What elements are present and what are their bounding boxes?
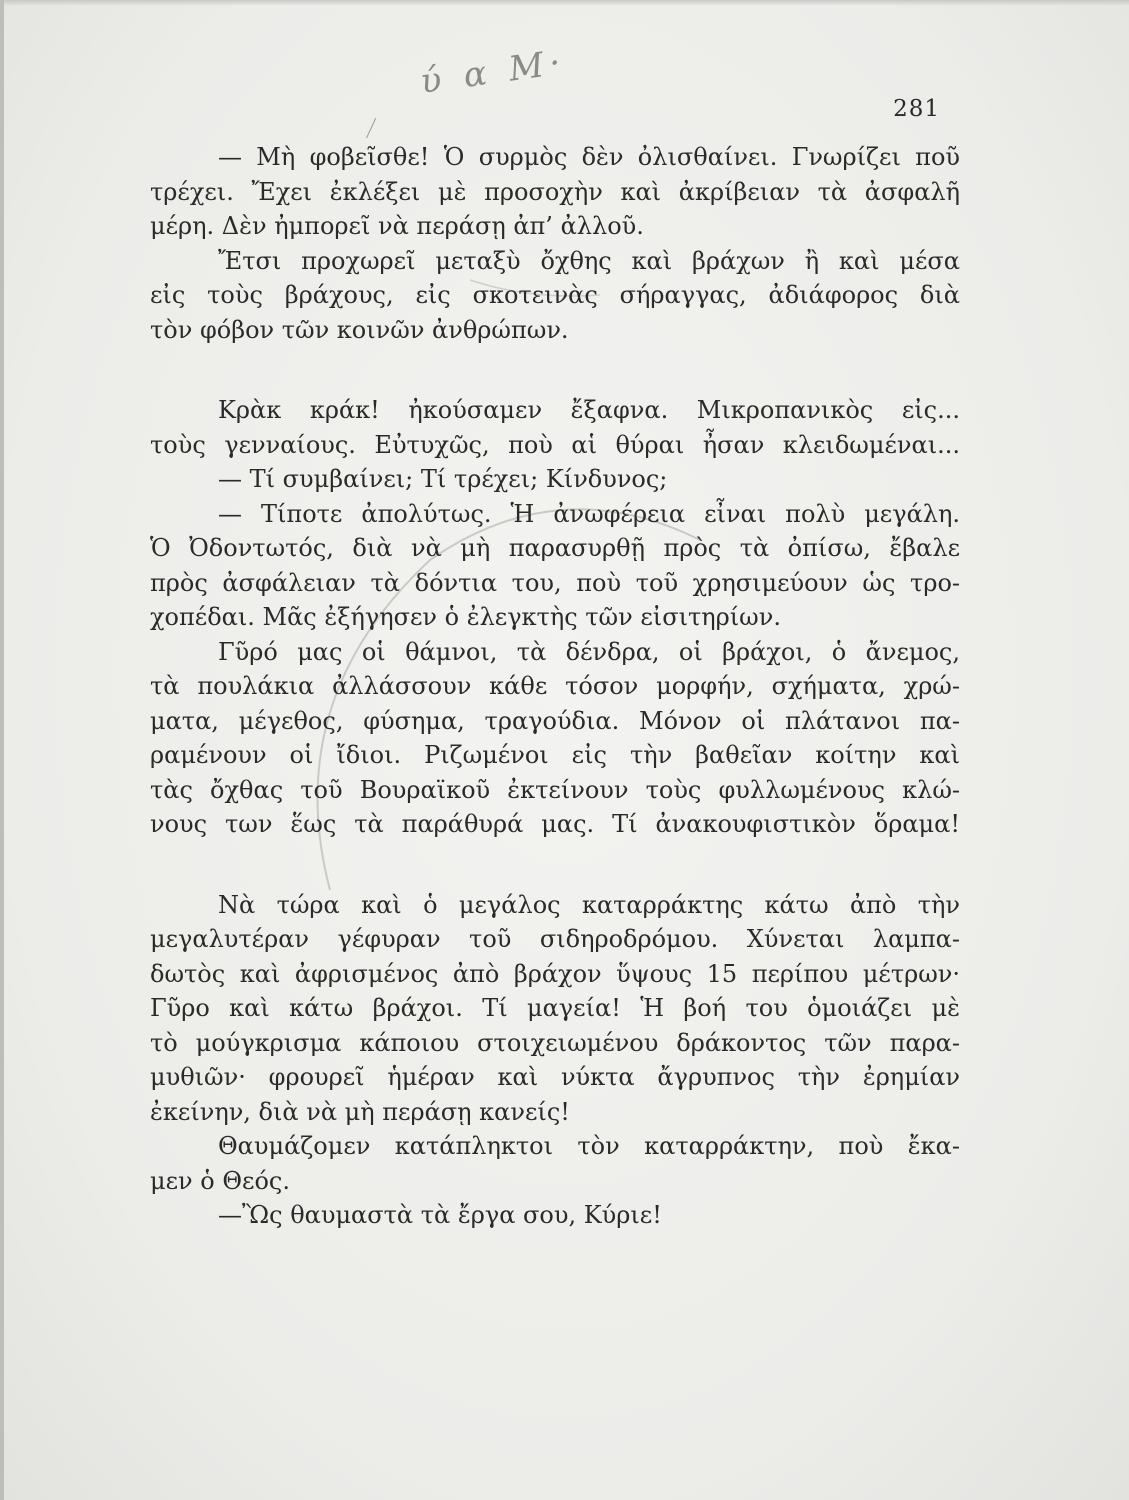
body-text [150,140,960,1233]
text-line: Γῦρό μας οἱ θάμνοι, τὰ δένδρα, οἱ βράχοι, ὁ ἄνεμος, [218,637,960,666]
text-line: Ὁ Ὀδοντωτός, διὰ νὰ μὴ παρασυρθῇ πρὸς τὰ ὀπίσω, ἔβαλε [150,534,960,562]
text-line: δωτὸς καὶ ἀφρισμένος ἀπὸ βράχον ὕψους 15 περίπου μέτρων· [150,959,960,988]
page-left-edge [0,0,4,1500]
text-line: μυθιῶν· φρουρεῖ ἡμέραν καὶ νύκτα ἄγρυπνος τὴν ἐρημίαν [150,1063,960,1091]
text-line: Γῦρο καὶ κάτω βράχοι. Τί μαγεία! Ἡ βοή του ὁμοιάζει μὲ [150,994,960,1022]
text-line: τοὺς γενναίους. Εὐτυχῶς, ποὺ αἱ θύραι ἦσαν κλειδωμέναι... [150,430,960,459]
text-line: Κρὰκ κράκ! ἠκούσαμεν ἔξαφνα. Μικροπανικὸς εἰς... [218,396,960,424]
text-line: νους των ἕως τὰ παράθυρά μας. Τί ἀνακουφιστικὸν ὅραμα! [150,810,960,838]
text-line: εἰς τοὺς βράχους, εἰς σκοτεινὰς σήραγγας, ἀδιάφορος διὰ [150,281,960,309]
text-line: ἐκείνην, διὰ νὰ μὴ περάσῃ κανείς! [150,1097,570,1126]
text-line: Θαυμάζομεν κατάπληκτοι τὸν καταρράκτην, ποὺ ἔκα- [218,1132,960,1160]
text-line: τὰ πουλάκια ἀλλάσσουν κάθε τόσον μορφήν, σχήματα, χρώ- [150,672,960,700]
page-top-shadow [0,0,1129,6]
text-line: τὸν φόβον τῶν κοινῶν ἀνθρώπων. [150,315,569,344]
text-line: πρὸς ἀσφάλειαν τὰ δόντια του, ποὺ τοῦ χρησιμεύουν ὡς τρο- [150,568,960,597]
handwritten-pencil-note: ύ α Μ· [417,41,569,103]
text-line: — Τί συμβαίνει; Τί τρέχει; Κίνδυνος; [218,465,668,493]
text-line: ματα, μέγεθος, φύσημα, τραγούδια. Μόνον οἱ πλάτανοι πα- [150,706,960,735]
text-line: μεγαλυτέραν γέφυραν τοῦ σιδηροδρόμου. Χύνεται λαμπα- [150,925,960,953]
text-line: τὸ μούγκρισμα κάποιου στοιχειωμένου δράκοντος τῶν παρα- [150,1028,960,1057]
page-number: 281 [893,96,940,122]
text-line: Νὰ τώρα καὶ ὁ μεγάλος καταρράκτης κάτω ἀπὸ τὴν [218,890,960,919]
text-line: ραμένουν οἱ ἴδιοι. Ριζωμένοι εἰς τὴν βαθεῖαν κοίτην καὶ [150,741,960,769]
text-line: τὰς ὄχθας τοῦ Βουραϊκοῦ ἐκτείνουν τοὺς φυλλωμένους κλώ- [150,775,960,804]
paragraph-gap [150,842,960,888]
text-line: τρέχει. Ἔχει ἐκλέξει μὲ προσοχὴν καὶ ἀκρίβειαν τὰ ἀσφαλῆ [150,177,960,206]
text-line: Ἔτσι προχωρεῖ μεταξὺ ὄχθης καὶ βράχων ἢ καὶ μέσα [218,246,960,275]
text-line: —Ὢς θαυμαστὰ τὰ ἔργα σου, Κύριε! [218,1201,662,1229]
text-line: μεν ὁ Θεός. [150,1166,290,1195]
text-line: χοπέδαι. Μᾶς ἐξήγησεν ὁ ἐλεγκτὴς τῶν εἰσιτηρίων. [150,603,781,631]
text-line: — Μὴ φοβεῖσθε! Ὁ συρμὸς δὲν ὀλισθαίνει. Γνωρίζει ποῦ [218,143,960,171]
text-line: — Τίποτε ἀπολύτως. Ἡ ἀνωφέρεια εἶναι πολὺ μεγάλη. [218,499,960,528]
text-line: μέρη. Δὲν ἠμπορεῖ νὰ περάσῃ ἀπ’ ἀλλοῦ. [150,212,644,240]
paragraph-gap [150,347,960,393]
